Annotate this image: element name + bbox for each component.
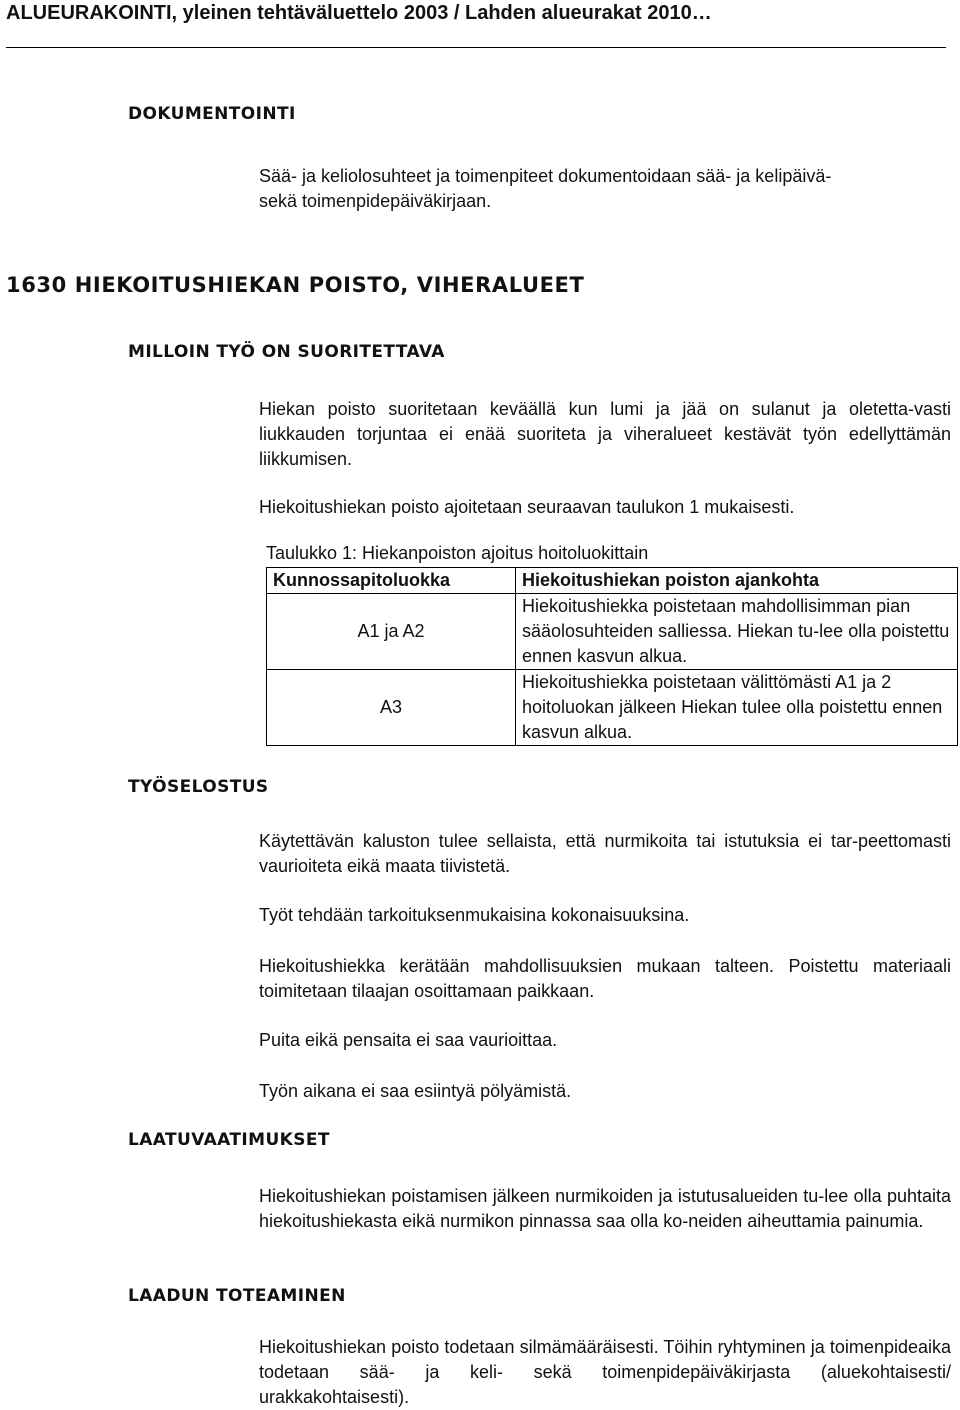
paragraph-dokumentointi: Sää- ja keliolosuhteet ja toimenpiteet dokumentoidaan sää- ja kelipäivä-sekä toimenpidepäiväkirjaan. — [259, 166, 832, 211]
paragraph-tyoselostus-4: Puita eikä pensaita ei saa vaurioittaa. — [259, 1030, 558, 1050]
paragraph-milloin-2: Hiekoitushiekan poisto ajoitetaan seuraavan taulukon 1 mukaisesti. — [259, 497, 795, 517]
table-caption: Taulukko 1: Hiekanpoiston ajoitus hoitoluokittain — [266, 543, 649, 563]
paragraph-tyoselostus-5: Työn aikana ei saa esiintyä pölyämistä. — [259, 1081, 572, 1101]
paragraph-laatuvaatimukset: Hiekoitushiekan poistamisen jälkeen nurmikoiden ja istutusalueiden tu-lee olla puhtaita hiekoitushiekasta eikä nurmikon pinnassa saa olla ko-neiden aiheuttamia painumia. — [259, 1186, 951, 1231]
table-cell-timing: Hiekoitushiekka poistetaan mahdollisimman pian sääolosuhteiden salliessa. Hiekan tu-lee olla poistettu ennen kasvun alkua. — [516, 594, 958, 670]
header-divider — [6, 47, 946, 48]
table-cell-class: A1 ja A2 — [267, 594, 516, 670]
table-header-row — [267, 568, 958, 594]
paragraph-tyoselostus-2: Työt tehdään tarkoituksenmukaisina kokonaisuuksina. — [259, 905, 690, 925]
table-cell-timing: Hiekoitushiekka poistetaan välittömästi A1 ja 2 hoitoluokan jälkeen Hiekan tulee olla poistettu ennen kasvun alkua. — [516, 670, 958, 746]
heading-laadun-toteaminen: LAADUN TOTEAMINEN — [128, 1286, 346, 1306]
table-cell-class: A3 — [267, 670, 516, 746]
heading-milloin: MILLOIN TYÖ ON SUORITETTAVA — [128, 342, 445, 362]
paragraph-milloin-1: Hiekan poisto suoritetaan keväällä kun lumi ja jää on sulanut ja oletetta-vasti liukkauden torjuntaa ei enää suoriteta ja viheralueet kestävät työn edellyttämän liikkumisen. — [259, 399, 951, 469]
heading-laatuvaatimukset: LAATUVAATIMUKSET — [128, 1130, 330, 1150]
paragraph-laadun-toteaminen: Hiekoitushiekan poisto todetaan silmämääräisesti. Töihin ryhtyminen ja toimenpideaika todetaan sää- ja keli- sekä toimenpidepäiväkirjasta (aluekohtaisesti/ urakkakohtaisesti). — [259, 1337, 951, 1407]
document-header-title: ALUEURAKOINTI, yleinen tehtäväluettelo 2003 / Lahden alueurakat 2010… — [6, 2, 712, 24]
schedule-table — [266, 567, 958, 746]
heading-tyoselostus: TYÖSELOSTUS — [128, 777, 269, 797]
section-heading: 1630 HIEKOITUSHIEKAN POISTO, VIHERALUEET — [6, 273, 585, 297]
paragraph-tyoselostus-3: Hiekoitushiekka kerätään mahdollisuuksien mukaan talteen. Poistettu materiaali toimitetaan tilaajan osoittamaan paikkaan. — [259, 956, 951, 1001]
table-header-cell: Kunnossapitoluokka — [267, 568, 516, 594]
paragraph-tyoselostus-1: Käytettävän kaluston tulee sellaista, että nurmikoita tai istutuksia ei tar-peettomasti vaurioiteta eikä maata tiivistetä. — [259, 831, 951, 876]
table-row — [267, 594, 958, 670]
heading-dokumentointi: DOKUMENTOINTI — [128, 104, 296, 124]
table-row — [267, 670, 958, 746]
table-header-cell: Hiekoitushiekan poiston ajankohta — [516, 568, 958, 594]
